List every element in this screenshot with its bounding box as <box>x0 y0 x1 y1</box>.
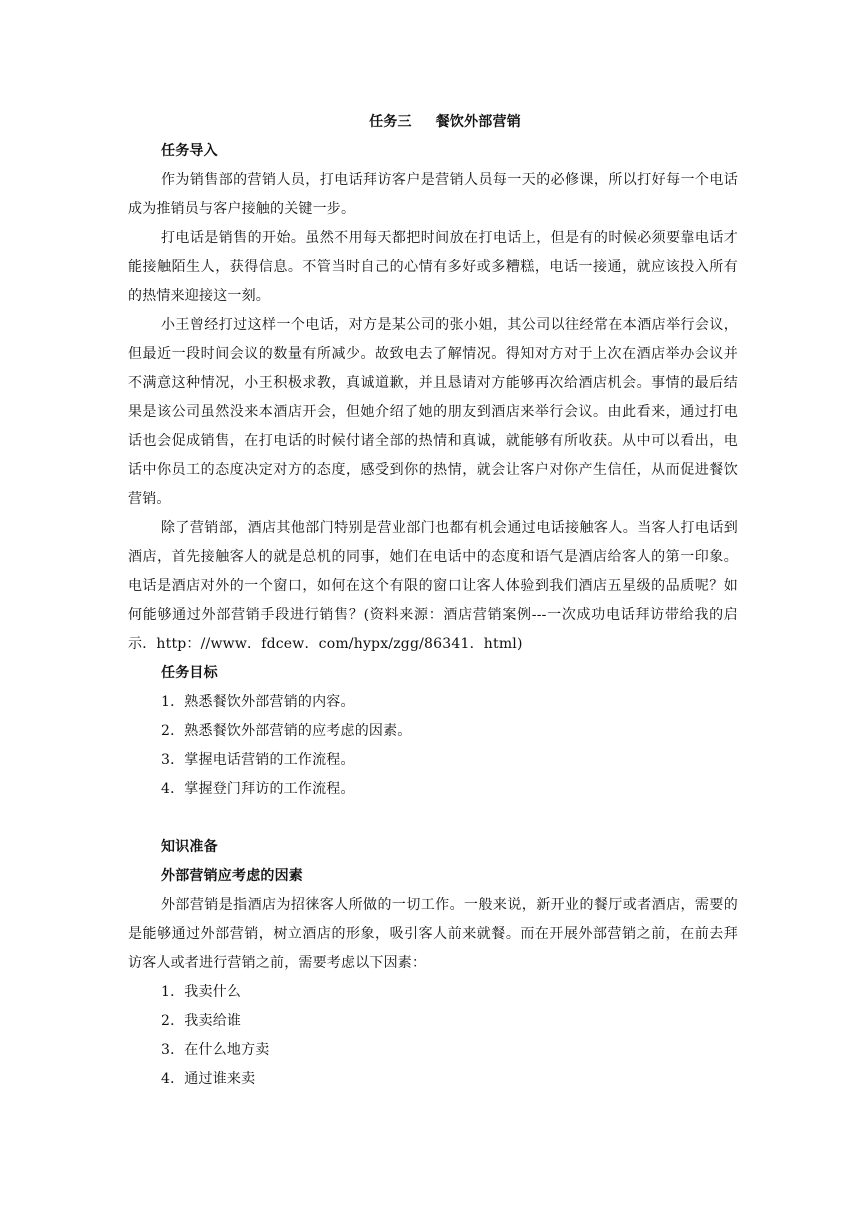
title-task-number: 任务三 <box>369 114 412 130</box>
section-heading-external-factors: 外部营销应考虑的因素 <box>161 868 303 884</box>
goal-item: 1．熟悉餐饮外部营销的内容。 <box>161 694 355 710</box>
factor-item: 1．我卖什么 <box>161 984 242 1000</box>
document-content <box>128 108 738 1094</box>
section-heading-task-intro: 任务导入 <box>161 143 218 159</box>
blank-line <box>128 804 738 833</box>
section-heading-task-goals: 任务目标 <box>161 665 218 681</box>
title-task-name: 餐饮外部营销 <box>435 114 521 130</box>
intro-paragraph-3: 小王曾经打过这样一个电话，对方是某公司的张小姐，其公司以往经常在本酒店举行会议，但最近一段时间会议的数量有所减少。故致电去了解情况。得知对方对于上次在酒店举办会议并不满意这种情况，小王积极求教，真诚道歉，并且恳请对方能够再次给酒店机会。事情的最后结果是该公司虽然没来本酒店开会，但她介绍了她的朋友到酒店来举行会议。由此看来，通过打电话也会促成销售，在打电话的时候付诸全部的热情和真诚，就能够有所收获。从中可以看出，电话中你员工的态度决定对方的态度，感受到你的热情，就会让客户对你产生信任，从而促进餐饮营销。 <box>128 317 738 507</box>
goal-item: 3．掌握电话营销的工作流程。 <box>161 752 355 768</box>
intro-paragraph-1: 作为销售部的营销人员，打电话拜访客户是营销人员每一天的必修课，所以打好每一个电话成为推销员与客户接触的关键一步。 <box>128 172 738 217</box>
knowledge-paragraph: 外部营销是指酒店为招徕客人所做的一切工作。一般来说，新开业的餐厅或者酒店，需要的是能够通过外部营销，树立酒店的形象，吸引客人前来就餐。而在开展外部营销之前，在前去拜访客人或者进行营销之前，需要考虑以下因素： <box>128 897 738 971</box>
goal-item: 2．熟悉餐饮外部营销的应考虑的因素。 <box>161 723 412 739</box>
factor-item: 2．我卖给谁 <box>161 1013 242 1029</box>
intro-paragraph-4: 除了营销部，酒店其他部门特别是营业部门也都有机会通过电话接触客人。当客人打电话到酒店，首先接触客人的就是总机的同事，她们在电话中的态度和语气是酒店给客人的第一印象。电话是酒店对外的一个窗口，如何在这个有限的窗口让客人体验到我们酒店五星级的品质呢？如何能够通过外部营销手段进行销售？(资料来源：酒店营销案例---一次成功电话拜访带给我的启示．http：//www．fdcew．com/hypx/zgg/86341．html) <box>128 520 738 652</box>
factor-item: 3．在什么地方卖 <box>161 1042 270 1058</box>
section-heading-knowledge-prep: 知识准备 <box>161 839 218 855</box>
factor-item: 4．通过谁来卖 <box>161 1071 256 1087</box>
goal-item: 4．掌握登门拜访的工作流程。 <box>161 781 355 797</box>
page-title <box>128 108 738 137</box>
intro-paragraph-2: 打电话是销售的开始。虽然不用每天都把时间放在打电话上，但是有的时候必须要靠电话才能接触陌生人，获得信息。不管当时自己的心情有多好或多糟糕，电话一接通，就应该投入所有的热情来迎接这一刻。 <box>128 230 738 304</box>
